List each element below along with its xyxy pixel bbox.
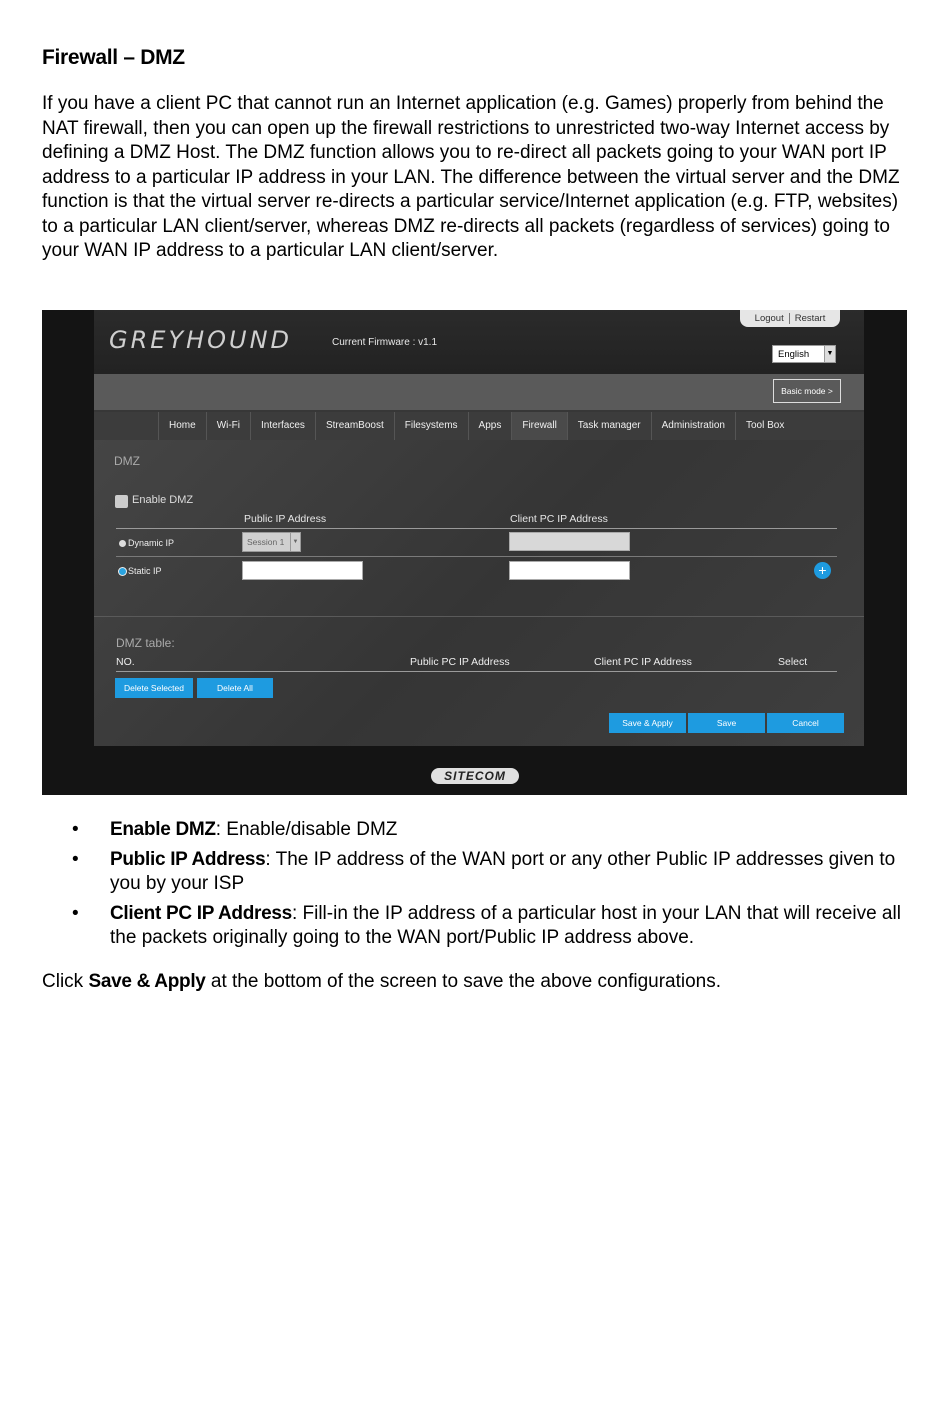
nav-item-administration[interactable]: Administration bbox=[651, 412, 735, 440]
add-icon[interactable]: + bbox=[814, 562, 831, 579]
dynamic-ip-radio[interactable] bbox=[119, 540, 126, 547]
public-ip-input[interactable] bbox=[242, 561, 363, 580]
nav-item-wi-fi[interactable]: Wi-Fi bbox=[206, 412, 250, 440]
router-ui-screenshot bbox=[42, 310, 907, 795]
outro-pre: Click bbox=[42, 971, 89, 992]
client-ip-header: Client PC IP Address bbox=[510, 513, 608, 525]
bullet-text: : Enable/disable DMZ bbox=[215, 819, 398, 840]
dynamic-client-ip-input[interactable] bbox=[509, 532, 630, 551]
bullet-text: : Fill-in the IP address of a particular host in your LAN that will receive all the packets originally going to the WAN port/Public IP address above. bbox=[110, 902, 901, 948]
basic-mode-button[interactable]: Basic mode > bbox=[773, 379, 841, 403]
bullet-item bbox=[72, 848, 912, 897]
field-descriptions bbox=[72, 818, 912, 956]
main-nav bbox=[94, 412, 864, 440]
bullet-item bbox=[72, 902, 912, 951]
outro-post: at the bottom of the screen to save the above configurations. bbox=[205, 971, 722, 992]
dynamic-ip-label: Dynamic IP bbox=[128, 538, 175, 548]
bullet-item bbox=[72, 818, 912, 843]
public-ip-header: Public IP Address bbox=[244, 513, 327, 525]
table-header-public: Public PC IP Address bbox=[410, 656, 510, 668]
save-button[interactable]: Save bbox=[688, 713, 765, 733]
session-select[interactable] bbox=[242, 532, 301, 552]
chevron-down-icon: ▼ bbox=[824, 346, 835, 362]
firmware-version: Current Firmware : v1.1 bbox=[332, 337, 438, 348]
bullet-text: : The IP address of the WAN port or any other Public IP addresses given to you by your ISP bbox=[110, 848, 896, 894]
bullet-term: Enable DMZ bbox=[110, 819, 216, 840]
language-select[interactable] bbox=[772, 345, 836, 363]
nav-item-filesystems[interactable]: Filesystems bbox=[394, 412, 468, 440]
dmz-table-title: DMZ table: bbox=[116, 636, 175, 650]
top-bar bbox=[94, 310, 864, 374]
link-divider bbox=[789, 313, 790, 324]
nav-item-task-manager[interactable]: Task manager bbox=[567, 412, 651, 440]
nav-item-home[interactable]: Home bbox=[158, 412, 206, 440]
dmz-content bbox=[94, 440, 864, 746]
bullet-term: Public IP Address bbox=[110, 848, 266, 870]
mode-bar bbox=[94, 374, 864, 410]
restart-link[interactable]: Restart bbox=[794, 312, 826, 324]
static-client-ip-input[interactable] bbox=[509, 561, 630, 580]
nav-item-apps[interactable]: Apps bbox=[468, 412, 512, 440]
nav-item-interfaces[interactable]: Interfaces bbox=[250, 412, 315, 440]
cancel-button[interactable]: Cancel bbox=[767, 713, 844, 733]
row-divider bbox=[116, 556, 837, 557]
enable-dmz-label: Enable DMZ bbox=[132, 494, 194, 506]
save-apply-button[interactable]: Save & Apply bbox=[609, 713, 686, 733]
table-header-divider bbox=[116, 671, 837, 672]
session-value: Session 1 bbox=[247, 537, 285, 547]
language-value: English bbox=[778, 349, 810, 360]
session-links bbox=[740, 310, 840, 327]
table-header-client: Client PC IP Address bbox=[594, 656, 692, 668]
delete-all-button[interactable]: Delete All bbox=[197, 678, 273, 698]
chevron-down-icon: ▼ bbox=[290, 533, 300, 551]
section-title: DMZ bbox=[114, 454, 140, 468]
bullet-term: Client PC IP Address bbox=[110, 902, 292, 924]
table-header-no: NO. bbox=[116, 656, 135, 668]
nav-items bbox=[158, 412, 794, 440]
enable-dmz-checkbox[interactable] bbox=[115, 495, 128, 508]
page-heading: Firewall – DMZ bbox=[42, 46, 185, 69]
table-header-select: Select bbox=[778, 656, 808, 668]
nav-item-tool-box[interactable]: Tool Box bbox=[735, 412, 794, 440]
router-ui-frame bbox=[94, 310, 864, 746]
delete-selected-button[interactable]: Delete Selected bbox=[115, 678, 193, 698]
logout-link[interactable]: Logout bbox=[754, 312, 784, 324]
sitecom-logo: SITECOM bbox=[431, 768, 519, 784]
static-ip-label: Static IP bbox=[128, 566, 162, 576]
outro-paragraph bbox=[42, 970, 721, 994]
section-divider bbox=[94, 616, 864, 617]
static-ip-radio[interactable] bbox=[119, 568, 126, 575]
greyhound-logo: GREYHOUND bbox=[109, 326, 293, 354]
nav-item-streamboost[interactable]: StreamBoost bbox=[315, 412, 394, 440]
nav-item-firewall[interactable]: Firewall bbox=[511, 412, 566, 440]
header-divider bbox=[116, 528, 837, 529]
outro-bold: Save & Apply bbox=[88, 971, 206, 992]
intro-paragraph: If you have a client PC that cannot run an Internet application (e.g. Games) properly from behind the NAT firewall, then you can open up the firewall restrictions to unrestricted two-way Internet access by defining a DMZ Host. The DMZ function allows you to re-direct all packets going to your WAN port IP address to a particular IP address in your LAN. The difference between the virtual server and the DMZ function is that the virtual server re-directs a particular service/Internet application (e.g. FTP, websites) to a particular LAN client/server, whereas DMZ re-directs all packets (regardless of services) going to your WAN IP address to a particular LAN client/server. bbox=[42, 93, 900, 261]
